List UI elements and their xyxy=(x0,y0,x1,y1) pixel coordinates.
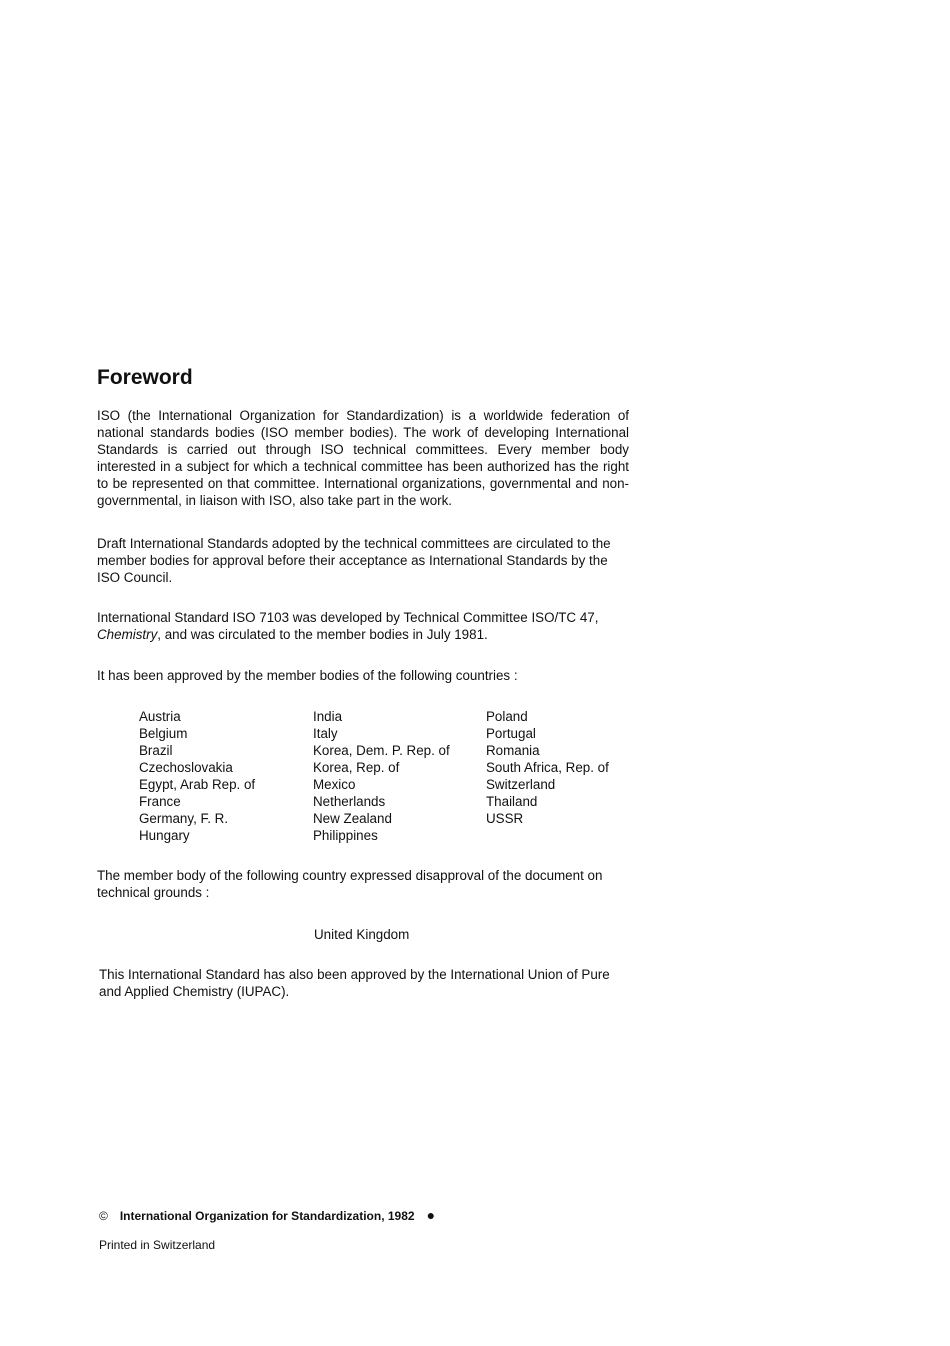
country: Korea, Rep. of xyxy=(313,760,400,775)
paragraph-approval: It has been approved by the member bodies of the following countries : xyxy=(97,668,518,683)
copyright-icon: © xyxy=(99,1209,108,1223)
development-text-end: , and was circulated to the member bodies in July 1981. xyxy=(157,627,488,642)
country: Austria xyxy=(139,709,181,724)
country: Brazil xyxy=(139,743,173,758)
printed-in: Printed in Switzerland xyxy=(99,1238,216,1252)
country: New Zealand xyxy=(313,811,392,826)
copyright-text: International Organization for Standardization, 1982 xyxy=(119,1209,415,1223)
country: Mexico xyxy=(313,777,356,792)
bullet-icon: ● xyxy=(426,1207,436,1223)
paragraph-development xyxy=(97,609,629,643)
country: USSR xyxy=(486,811,524,826)
disapproving-country: United Kingdom xyxy=(314,927,410,942)
country: Korea, Dem. P. Rep. of xyxy=(313,743,450,758)
country: Hungary xyxy=(139,828,190,843)
country: Romania xyxy=(486,743,540,758)
country-column-2 xyxy=(313,708,450,844)
page-title: Foreword xyxy=(97,366,193,389)
country: Italy xyxy=(313,726,338,741)
country: Netherlands xyxy=(313,794,386,809)
country: Thailand xyxy=(486,794,538,809)
country: Poland xyxy=(486,709,528,724)
committee-name: Chemistry xyxy=(97,627,158,642)
country-column-3 xyxy=(486,708,609,827)
copyright-line xyxy=(99,1207,435,1223)
paragraph-draft-standards: Draft International Standards adopted by the technical committees are circulated to the member bodies for approval before their acceptance as International Standards by the ISO Council. xyxy=(97,536,611,585)
country: India xyxy=(313,709,343,724)
paragraph-iupac: This International Standard has also been approved by the International Union of Pure and Applied Chemistry (IUPAC). xyxy=(99,967,610,999)
country: Portugal xyxy=(486,726,536,741)
development-text: International Standard ISO 7103 was developed by Technical Committee ISO/TC 47, xyxy=(97,610,599,625)
country: Philippines xyxy=(313,828,378,843)
country: Switzerland xyxy=(486,777,556,792)
paragraph-iso-intro: ISO (the International Organization for Standardization) is a worldwide federation of national standards bodies (ISO member bodies). The work of developing International Standards is carried out through ISO technical committees. Every member body interested in a subject for which a technical committee has been authorized has the right to be represented on that committee. International organizations, governmental and non-governmental, in liaison with ISO, also take part in the work. xyxy=(97,408,629,508)
country-column-1 xyxy=(139,708,255,844)
country: Egypt, Arab Rep. of xyxy=(139,777,256,792)
country: South Africa, Rep. of xyxy=(486,760,609,775)
country: Germany, F. R. xyxy=(139,811,229,826)
country: France xyxy=(139,794,181,809)
paragraph-disapproval: The member body of the following country expressed disapproval of the document on technical grounds : xyxy=(97,868,603,900)
country: Czechoslovakia xyxy=(139,760,233,775)
country: Belgium xyxy=(139,726,188,741)
